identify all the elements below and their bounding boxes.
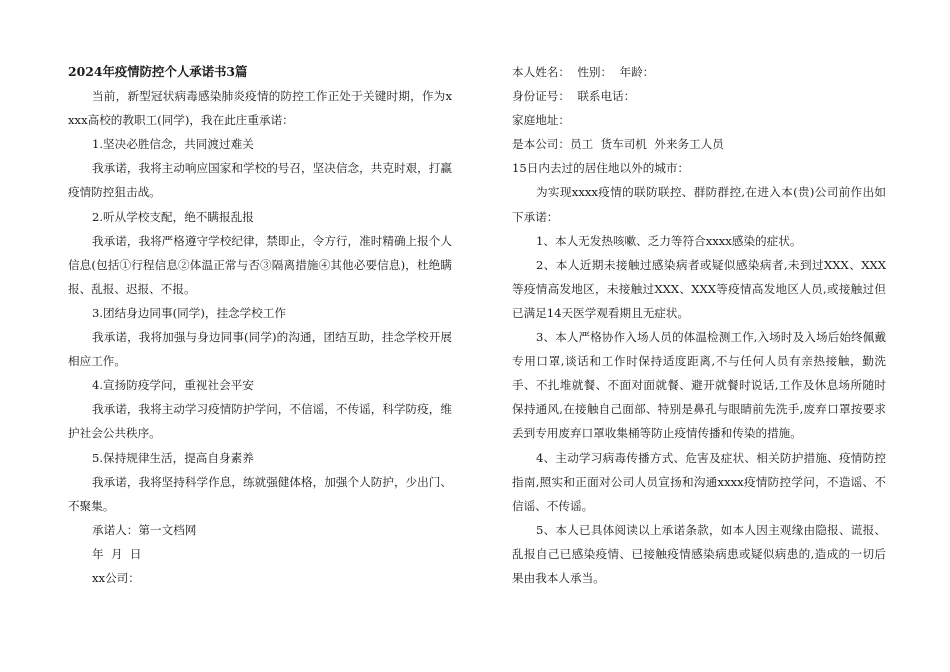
company-line: xx公司： xyxy=(92,570,140,585)
pledge-body-3: 我承诺，我将加强与身边同事(同学)的沟通，团结互助，挂念学校开展相应工作。 xyxy=(68,330,452,369)
commitment-item-4: 4、主动学习病毒传播方式、危害及症状、相关防护措施、疫情防控指南,照实和正面对公司人员宣扬和沟通xxxx疫情防控学问，不造谣、不信谣、不传谣。 xyxy=(512,450,886,513)
document-title: 2024年疫情防控个人承诺书3篇 xyxy=(68,64,248,79)
pledge-heading-5: 5.保持规律生活，提高自身素养 xyxy=(92,450,254,465)
employee-type-line: 是本公司：员工 货车司机 外来务工人员 xyxy=(512,137,724,152)
name-gender-age-line: 本人姓名： 性别： 年龄： xyxy=(512,65,655,79)
home-address-line: 家庭地址： xyxy=(512,113,570,128)
date-line: 年 月 日 xyxy=(92,546,142,561)
pledge-heading-4: 4.宣扬防疫学问，重视社会平安 xyxy=(92,378,254,393)
commitment-item-2: 2、本人近期未接触过感染病者或疑似感染病者,未到过XXX、XXX等疫情高发地区，未接触过XXX、XXX等疫情高发地区人员,或接触过但已满足14天医学观看期且无症状。 xyxy=(512,257,886,320)
commitment-item-1: 1、本人无发热咳嗽、乏力等符合xxxx感染的症状。 xyxy=(536,233,802,248)
pledge-body-2: 我承诺，我将严格遵守学校纪律，禁即止，令方行，准时精确上报个人信息(包括①行程信息②体温正常与否③隔离措施④其他必要信息)，杜绝瞒报、乱报、迟报、不报。 xyxy=(68,233,452,296)
pledge-body-5: 我承诺，我将坚持科学作息，练就强健体格，加强个人防护，少出门、不聚集。 xyxy=(68,474,452,513)
pledge-body-1: 我承诺，我将主动响应国家和学校的号召，坚决信念，共克时艰，打赢疫情防控狙击战。 xyxy=(68,161,452,200)
cities-visited-line: 15日内去过的居住地以外的城市： xyxy=(512,161,690,176)
commitment-item-5: 5、本人已具体阅读以上承诺条款，如本人因主观缘由隐报、谎报、乱报自己已感染疫情、已接触疫情感染病患或疑似病患的,造成的一切后果由我本人承当。 xyxy=(512,522,886,585)
pledge-body-4: 我承诺，我将主动学习疫情防护学问，不信谣，不传谣，科学防疫，维护社会公共秩序。 xyxy=(68,402,452,441)
commitment-item-3: 3、本人严格协作入场人员的体温检测工作,入场时及入场后始终佩戴专用口罩,谈话和工作时保持适度距离,不与任何人员有亲热接触，勤洗手、不扎堆就餐、不面对面就餐、避开就餐时说话,工作及休息场所随时保持通风,在接触自己面部、特别是鼻孔与眼睛前先洗手,废弃口罩按要求丢到专用废弃口罩收集桶等防止疫情传播和传染的措施。 xyxy=(512,330,886,441)
pledge-heading-3: 3.团结身边同事(同学)，挂念学校工作 xyxy=(92,305,287,320)
signatory-line: 承诺人：第一文档网 xyxy=(92,522,197,537)
right-column xyxy=(512,60,886,590)
pledge-heading-2: 2.听从学校支配，绝不瞒报乱报 xyxy=(92,209,254,224)
id-phone-line: 身份证号： 联系电话： xyxy=(512,89,636,104)
intro-paragraph: 当前，新型冠状病毒感染肺炎疫情的防控工作正处于关键时期，作为xxxx高校的教职工(同学)，我在此庄重承诺： xyxy=(68,89,452,128)
commitment-intro: 为实现xxxx疫情的联防联控、群防群控,在进入本(贵)公司前作出如下承诺： xyxy=(512,185,886,224)
pledge-heading-1: 1.坚决必胜信念，共同渡过难关 xyxy=(92,137,254,152)
left-column xyxy=(68,60,452,590)
